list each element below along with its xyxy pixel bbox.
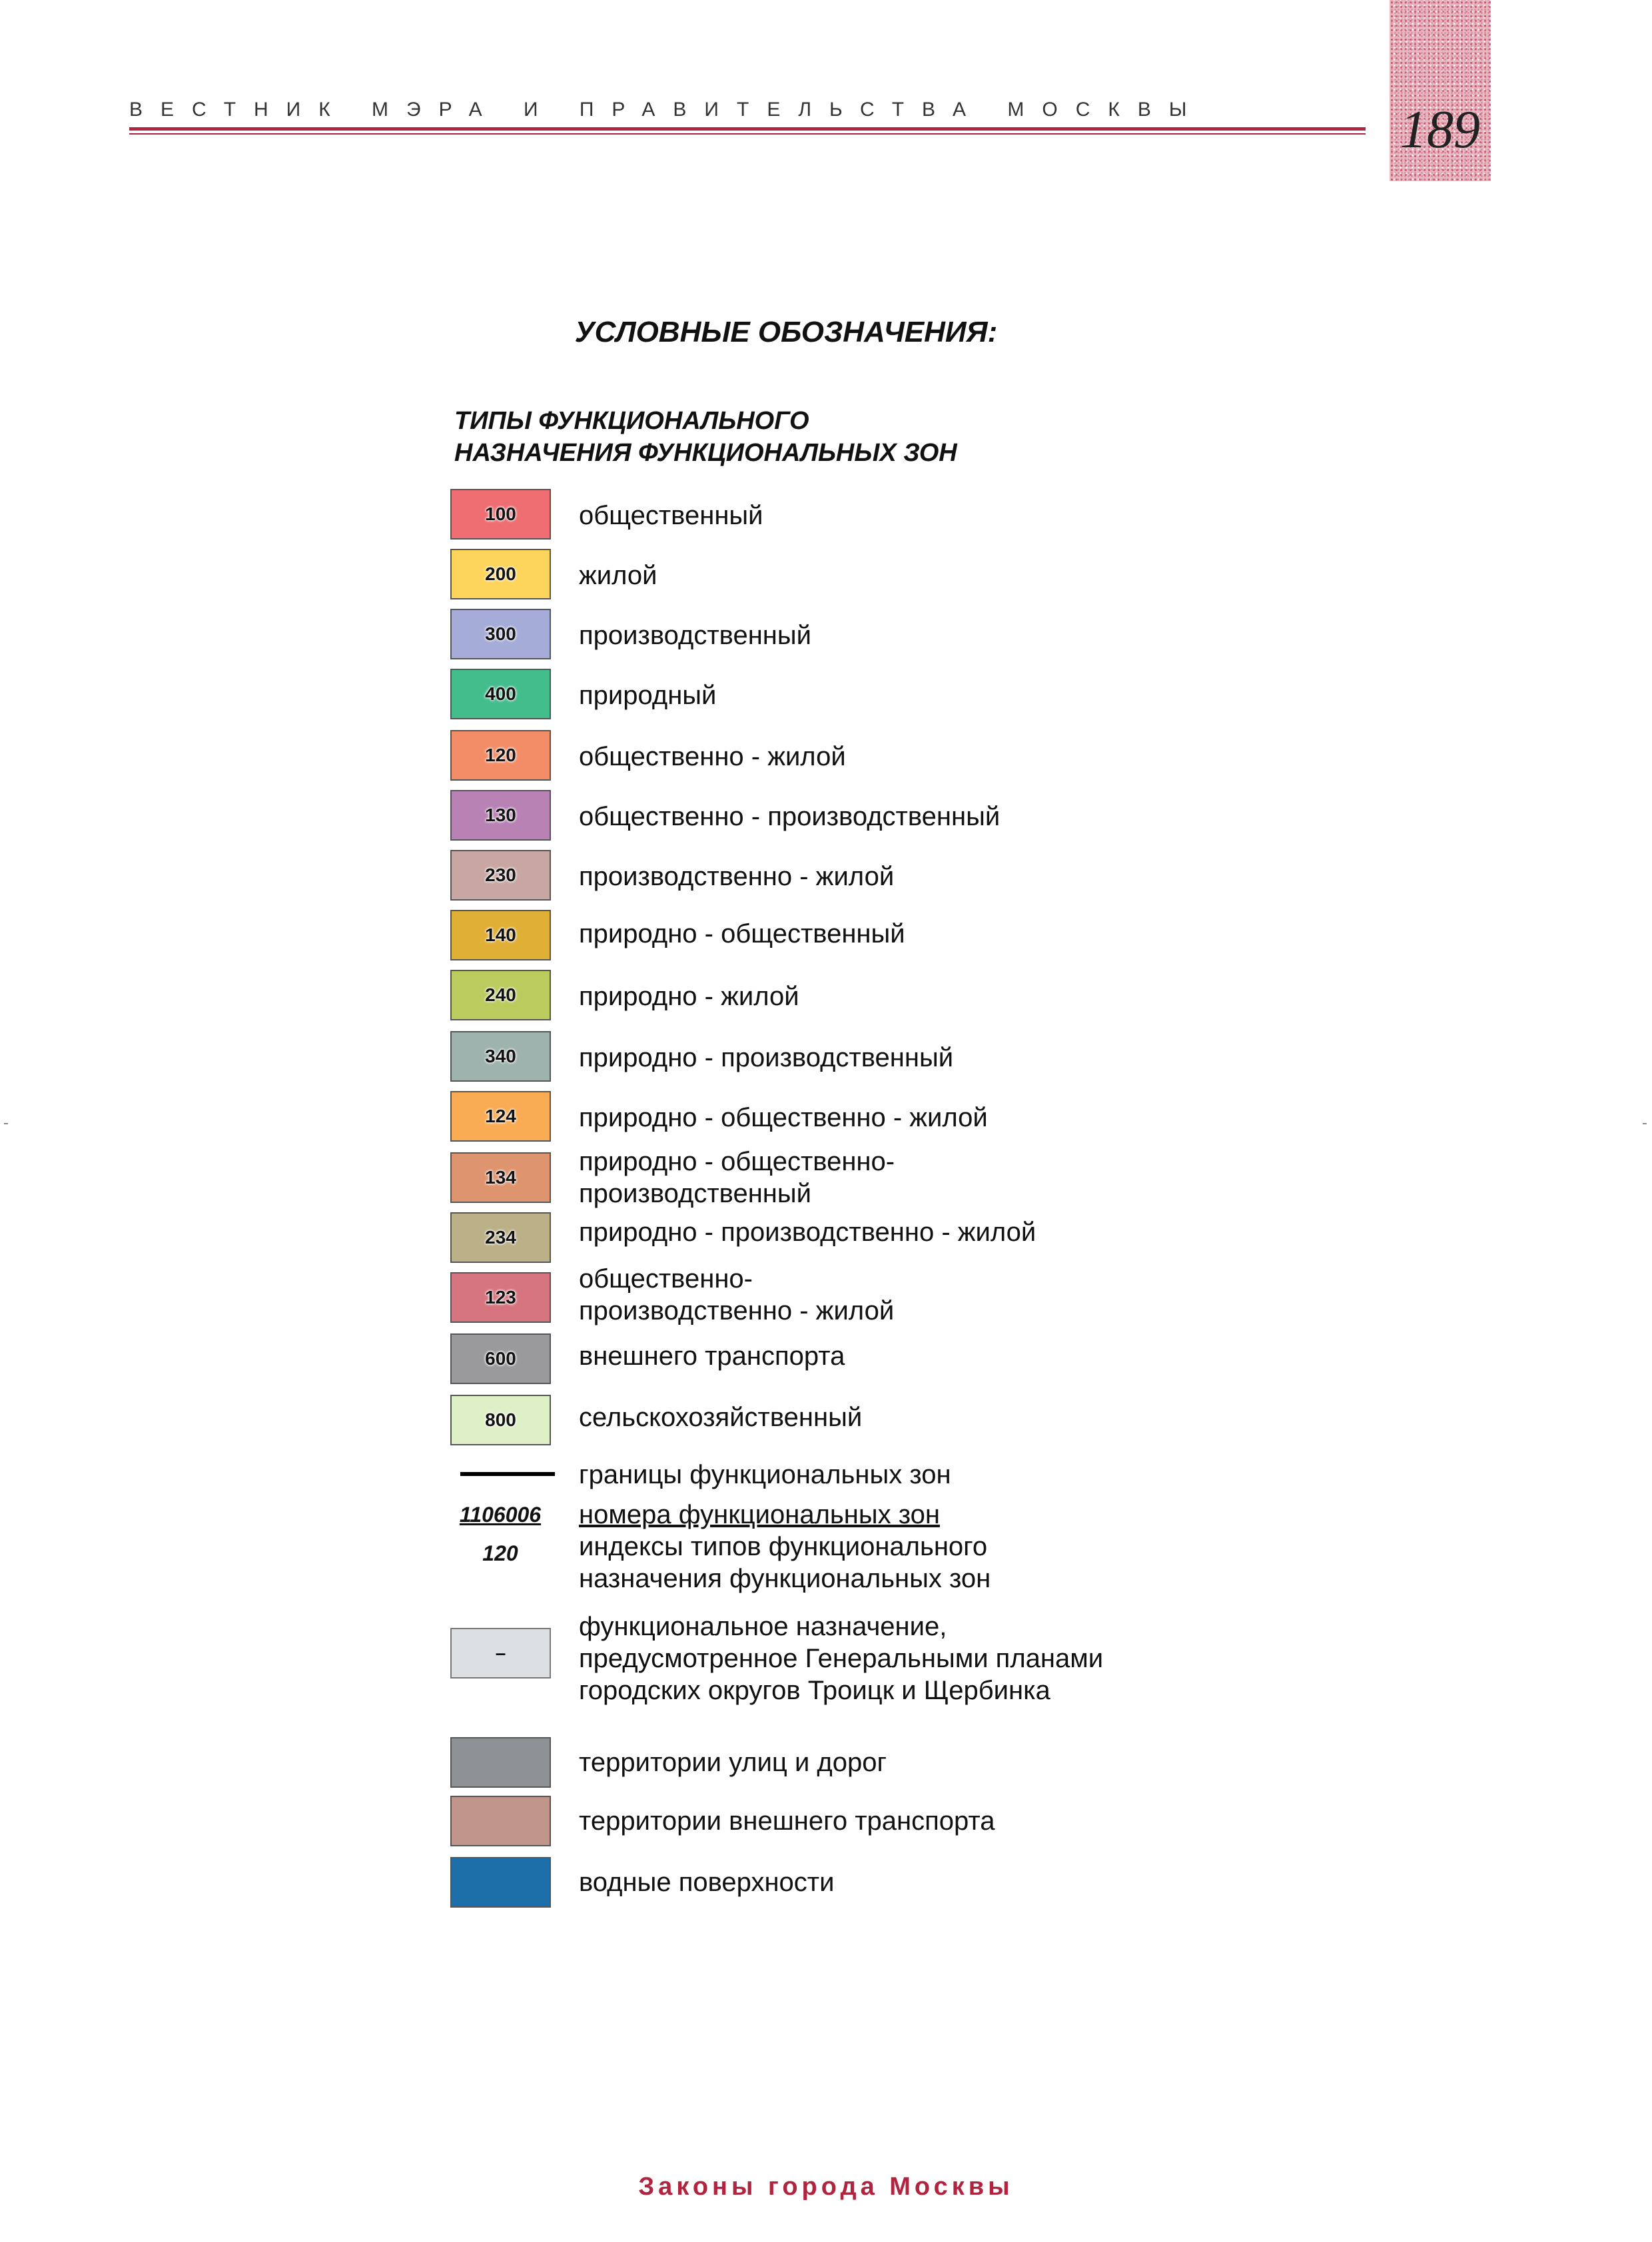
running-head: ВЕСТНИК МЭРА И ПРАВИТЕЛЬСТВА МОСКВЫ: [129, 99, 1205, 121]
zone-label: природно - общественный: [579, 919, 905, 948]
zone-swatch: [450, 850, 551, 901]
zone-code: 124: [485, 1106, 516, 1126]
zone-code: 240: [485, 984, 516, 1005]
zone-code: 400: [485, 683, 516, 704]
zone-swatch: [450, 1031, 551, 1082]
zone-label: жилой: [579, 561, 657, 590]
footer: Законы города Москвы: [638, 2173, 1014, 2201]
zone-swatch: [450, 1272, 551, 1323]
zone-swatch: [450, 669, 551, 719]
zone-label: общественно - жилой: [579, 742, 846, 771]
zone-label: производственно - жилой: [579, 862, 895, 891]
territory-label: территории улиц и дорог: [579, 1748, 887, 1777]
zone-code: 234: [485, 1227, 516, 1248]
general-plan-code: –: [495, 1643, 506, 1663]
header-rule-thick: [129, 127, 1366, 131]
zone-code: 200: [485, 563, 516, 584]
territory-swatch: [450, 1796, 551, 1846]
zone-swatch: [450, 1395, 551, 1445]
zone-label: природно - общественно - жилой: [579, 1103, 988, 1132]
zone-index-example: 120: [482, 1541, 518, 1565]
zone-swatch: [450, 609, 551, 659]
zone-swatch: [450, 489, 551, 540]
zone-code: 300: [485, 623, 516, 644]
boundary-label: границы функциональных зон: [579, 1460, 951, 1489]
zone-code: 140: [485, 925, 516, 945]
zone-code: 100: [485, 504, 516, 524]
zone-swatch: [450, 970, 551, 1020]
zone-swatch: [450, 1212, 551, 1263]
zone-code: 800: [485, 1409, 516, 1430]
territory-swatch: [450, 1737, 551, 1788]
general-plan-label: функциональное назначение, предусмотренное Генеральными планами городских округов Троицк и Щербинка: [579, 1612, 1104, 1705]
territory-label: территории внешнего транспорта: [579, 1806, 995, 1836]
zone-label: общественно - производственный: [579, 802, 1001, 831]
boundary-line-symbol: [460, 1472, 555, 1476]
zone-number-example: 1106006: [459, 1503, 542, 1527]
zone-index-label: индексы типов функционального назначения функциональных зон: [579, 1532, 991, 1593]
zone-code: 130: [485, 805, 516, 825]
zone-label: сельскохозяйственный: [579, 1403, 863, 1432]
zone-number-label: номера функциональных зон: [579, 1500, 940, 1529]
zone-label: природно - производственно - жилой: [579, 1218, 1036, 1247]
zone-swatch: [450, 1333, 551, 1384]
zone-code: 123: [485, 1287, 516, 1308]
territory-swatch: [450, 1857, 551, 1908]
zone-label: природно - жилой: [579, 982, 799, 1011]
zone-code: 230: [485, 865, 516, 885]
zone-code: 340: [485, 1046, 516, 1066]
zone-swatch: [450, 549, 551, 599]
zone-label: внешнего транспорта: [579, 1341, 845, 1371]
zone-label: природно - общественно- производственный: [579, 1147, 895, 1208]
general-plan-swatch: [450, 1628, 551, 1679]
zone-label: производственный: [579, 621, 811, 650]
page-number: 189: [1400, 101, 1480, 159]
zone-swatch: [450, 910, 551, 960]
zone-label: общественный: [579, 501, 763, 530]
zone-label: природный: [579, 681, 717, 710]
territory-label: водные поверхности: [579, 1868, 835, 1897]
zone-swatch: [450, 1091, 551, 1142]
zone-code: 120: [485, 745, 516, 765]
zone-code: 600: [485, 1348, 516, 1369]
edge-tick-left: [4, 1123, 8, 1124]
zone-code: 134: [485, 1167, 516, 1188]
zone-swatch: [450, 730, 551, 781]
legend-title: УСЛОВНЫЕ ОБОЗНАЧЕНИЯ:: [574, 316, 998, 348]
zone-label: общественно- производственно - жилой: [579, 1264, 895, 1325]
header-rule-thin: [129, 133, 1366, 135]
section-title: ТИПЫ ФУНКЦИОНАЛЬНОГО НАЗНАЧЕНИЯ ФУНКЦИОНАЛЬНЫХ ЗОН: [454, 407, 957, 467]
edge-tick-right: [1643, 1123, 1647, 1124]
zone-swatch: [450, 790, 551, 841]
zone-label: природно - производственный: [579, 1043, 954, 1072]
zone-swatch: [450, 1152, 551, 1203]
